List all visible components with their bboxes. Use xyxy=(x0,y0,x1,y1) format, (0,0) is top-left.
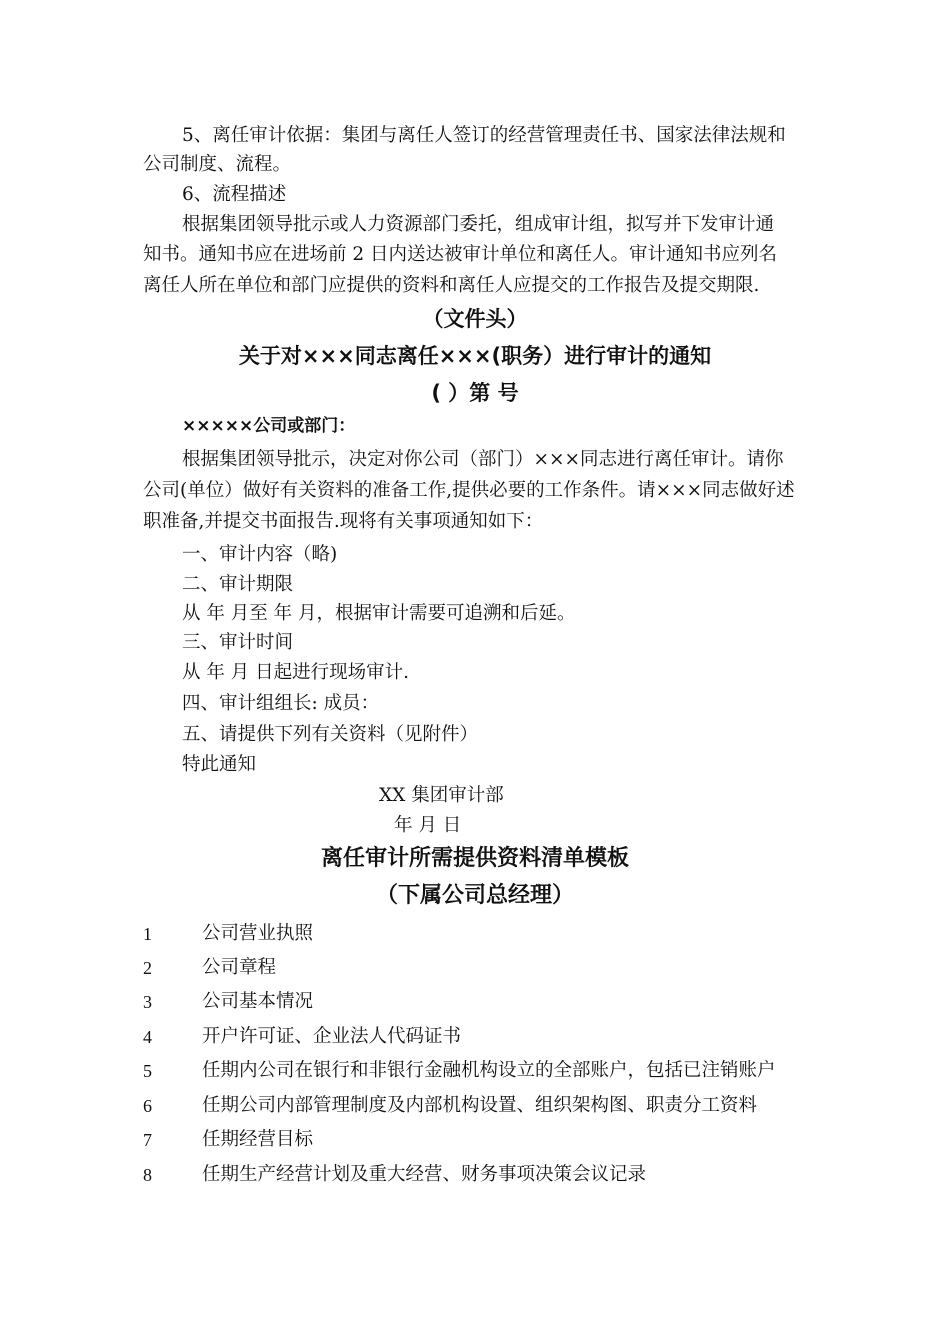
list-item-number: 7 xyxy=(143,1130,152,1150)
list-item-number: 5 xyxy=(143,1061,152,1081)
list-item-number: 4 xyxy=(143,1027,152,1047)
item6-para-line1: 根据集团领导批示或人力资源部门委托，组成审计组，拟写并下发审计通 xyxy=(182,214,775,235)
list-item-number: 2 xyxy=(143,958,152,978)
list-item-text: 公司基本情况 xyxy=(202,991,314,1012)
notice-body-line1: 根据集团领导批示，决定对你公司（部门）×××同志进行离任审计。请你 xyxy=(182,449,784,470)
list-item-number: 6 xyxy=(143,1096,152,1116)
list-item-text: 任期经营目标 xyxy=(202,1129,314,1150)
list-item-text: 任期公司内部管理制度及内部机构设置、组织架构图、职责分工资料 xyxy=(202,1095,758,1116)
notice-item: 四、审计组组长: 成员： xyxy=(182,693,380,714)
notice-item: 从 年 月 日起进行现场审计. xyxy=(182,662,410,683)
notice-item: 一、审计内容（略) xyxy=(182,544,338,565)
item6-para-line3: 离任人所在单位和部门应提供的资料和离任人应提交的工作报告及提交期限. xyxy=(143,275,760,296)
list-item-text: 公司章程 xyxy=(202,957,277,978)
notice-title: 关于对×××同志离任×××(职务）进行审计的通知 xyxy=(238,344,712,368)
item5-line2: 公司制度、流程。 xyxy=(143,154,292,175)
checklist-subtitle: （下属公司总经理） xyxy=(375,883,574,908)
notice-date: 年 月 日 xyxy=(394,815,462,836)
notice-body-line2: 公司(单位）做好有关资料的准备工作,提供必要的工作条件。请×××同志做好述 xyxy=(143,480,795,501)
list-item-text: 开户许可证、企业法人代码证书 xyxy=(202,1026,462,1047)
list-item-number: 3 xyxy=(143,992,152,1012)
notice-item: 三、审计时间 xyxy=(182,632,294,653)
checklist-title: 离任审计所需提供资料清单模板 xyxy=(320,846,629,871)
notice-number: ( ）第 号 xyxy=(431,381,519,405)
item6-title: 6、流程描述 xyxy=(182,184,287,205)
notice-item: 特此通知 xyxy=(182,754,257,775)
list-item-number: 1 xyxy=(143,924,152,944)
notice-signature: XX 集团审计部 xyxy=(379,785,504,806)
list-item-text: 任期生产经营计划及重大经营、财务事项决策会议记录 xyxy=(202,1164,647,1185)
list-item-number: 8 xyxy=(143,1165,152,1185)
notice-item: 从 年 月至 年 月，根据审计需要可追溯和后延。 xyxy=(182,603,576,624)
list-item-text: 任期内公司在银行和非银行金融机构设立的全部账户，包括已注销账户 xyxy=(202,1060,776,1081)
notice-item: 五、请提供下列有关资料（见附件） xyxy=(182,724,479,745)
notice-item: 二、审计期限 xyxy=(182,574,294,595)
item6-para-line2: 知书。通知书应在进场前 2 日内送达被审计单位和离任人。审计通知书应列名 xyxy=(143,244,778,265)
file-header: （文件头） xyxy=(422,307,528,331)
notice-body-line3: 职准备,并提交书面报告.现将有关事项通知如下： xyxy=(143,511,544,532)
list-item-text: 公司营业执照 xyxy=(202,923,314,944)
notice-addressee: ×××××公司或部门： xyxy=(182,416,356,436)
item5-line1: 5、离任审计依据：集团与离任人签订的经营管理责任书、国家法律法规和 xyxy=(182,125,786,146)
